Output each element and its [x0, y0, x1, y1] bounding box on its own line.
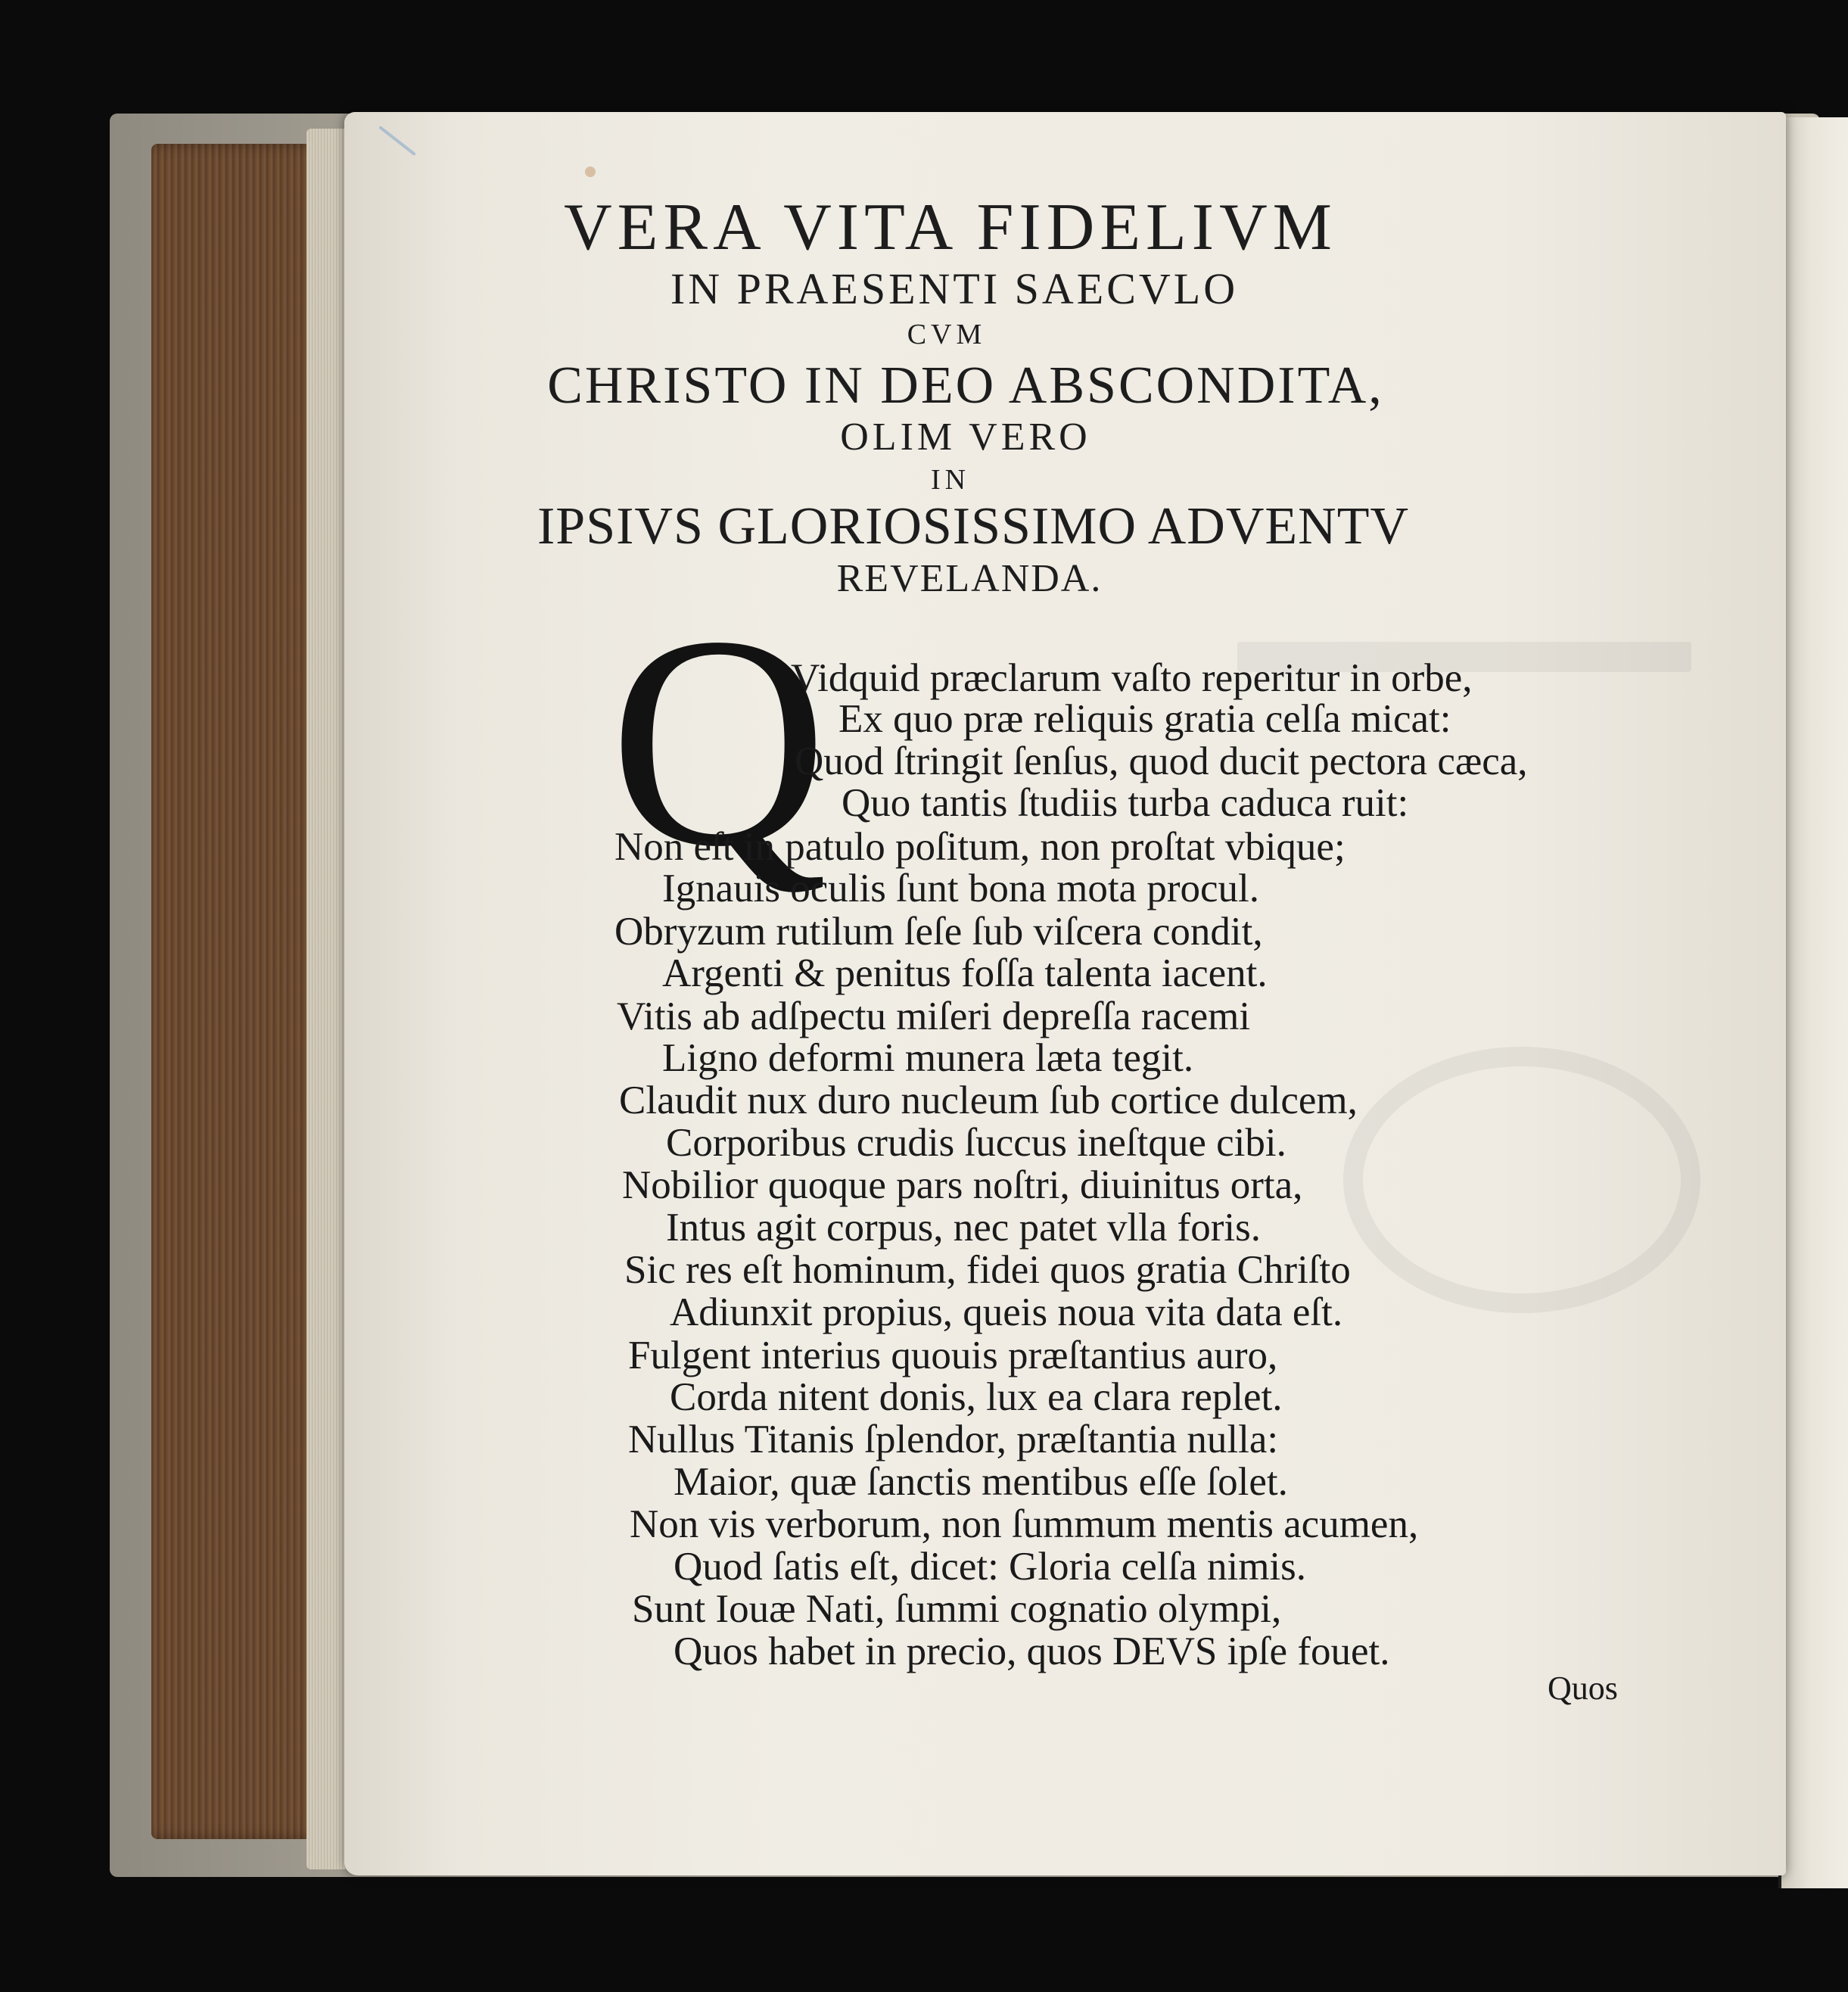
title-line-2: IN PRAESENTI SAECVLO: [670, 264, 1239, 313]
title-line-7: IPSIVS GLORIOSISSIMO ADVENTV: [537, 497, 1409, 556]
drop-cap: Q: [609, 574, 828, 909]
verse-line: Claudit nux duro nucleum ſub cortice dulcem,: [619, 1078, 1358, 1122]
title-line-8: REVELANDA.: [836, 557, 1103, 600]
verse-line: Adiunxit propius, queis noua vita data eſt.: [670, 1290, 1343, 1334]
title-line-4: CHRISTO IN DEO ABSCONDITA,: [547, 356, 1384, 415]
verse-line: Sic res eſt hominum, fidei quos gratia Chriſto: [624, 1248, 1351, 1292]
title-line-5: OLIM VERO: [840, 416, 1091, 459]
title-line-3: CVM: [907, 319, 987, 350]
show-through: [1343, 1047, 1700, 1313]
title-line-6: IN: [930, 464, 971, 496]
verse-line: Vidquid præclarum vaſto reperitur in orbe,: [791, 656, 1473, 700]
verse-line: Non vis verborum, non ſummum mentis acumen,: [630, 1502, 1419, 1546]
catchword: Quos: [1548, 1670, 1618, 1707]
verse-line: Corporibus crudis ſuccus ineſtque cibi.: [666, 1121, 1286, 1165]
verse-line: Nobilior quoque pars noſtri, diuinitus orta,: [622, 1163, 1303, 1207]
verse-line: Ignauis oculis ſunt bona mota procul.: [662, 867, 1259, 910]
verse-line: Argenti & penitus foſſa talenta iacent.: [662, 951, 1268, 995]
page-title: VERA VITA FIDELIVM: [564, 191, 1337, 264]
verse-line: Corda nitent donis, lux ea clara replet.: [670, 1375, 1283, 1419]
verse-line: Intus agit corpus, nec patet vlla foris.: [666, 1206, 1261, 1250]
verse-line: Quod ſtringit ſenſus, quod ducit pectora cæca,: [795, 739, 1528, 783]
verse-line: Fulgent interius quouis præſtantius auro,: [628, 1334, 1278, 1377]
verse-line: Obryzum rutilum ſeſe ſub viſcera condit,: [614, 910, 1263, 954]
verse-line: Quo tantis ſtudiis turba caduca ruit:: [842, 781, 1409, 825]
paper-spot: [585, 167, 596, 177]
verse-line: Ex quo præ reliquis gratia celſa micat:: [838, 697, 1451, 741]
verse-line: Non eſt in patulo poſitum, non proſtat vbique;: [614, 825, 1346, 869]
verse-line: Vitis ab adſpectu miſeri depreſſa racemi: [617, 994, 1251, 1038]
paper-spot: [378, 126, 416, 156]
verse-line: Ligno deformi munera læta tegit.: [662, 1036, 1194, 1080]
verse-line: Quod ſatis eſt, dicet: Gloria celſa nimis.: [674, 1545, 1307, 1589]
verse-line: Quos habet in precio, quos DEVS ipſe fouet.: [674, 1629, 1390, 1673]
verse-line: Nullus Titanis ſplendor, præſtantia nulla:: [628, 1418, 1279, 1461]
verse-line: Maior, quæ ſanctis mentibus eſſe ſolet.: [674, 1460, 1288, 1504]
verse-line: Sunt Iouæ Nati, ſummi cognatio olympi,: [632, 1587, 1282, 1631]
